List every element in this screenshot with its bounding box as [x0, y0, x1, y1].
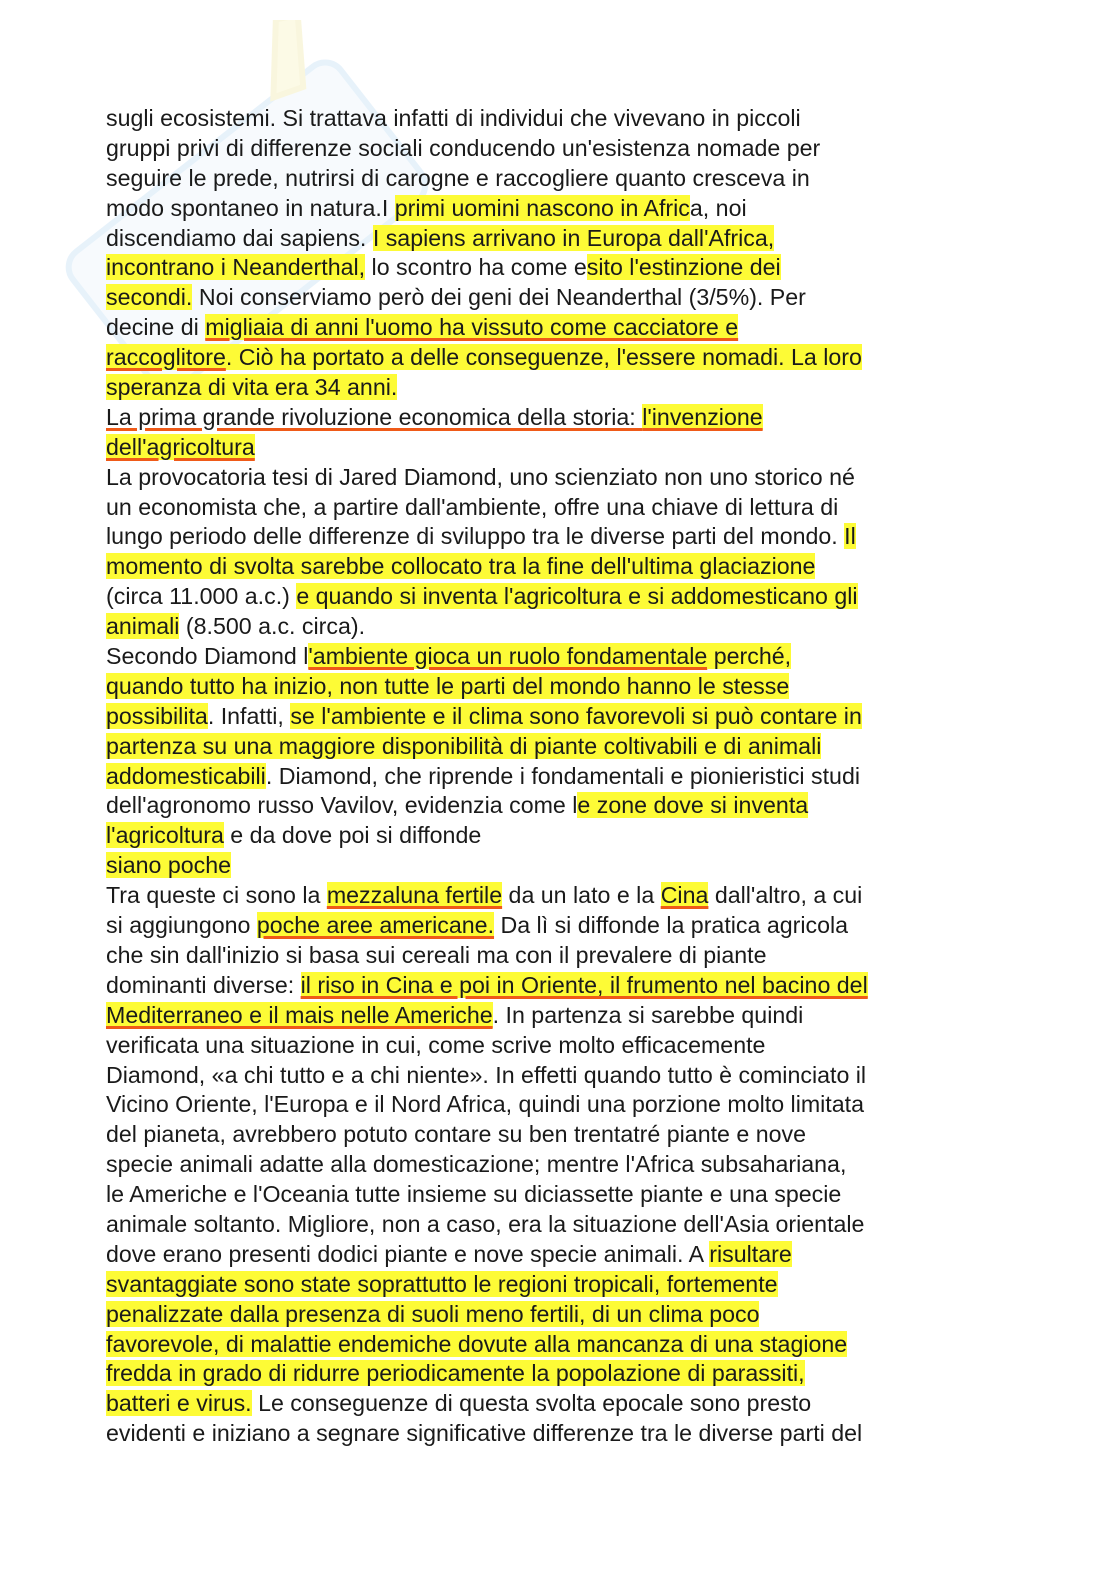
highlighted-text: . Ciò ha portato a delle conseguenze, l'essere nomadi. La loro — [225, 344, 862, 371]
highlighted-text: migliaia di anni l'uomo ha vissuto come cacciatore e — [205, 314, 739, 341]
text-segment: Noi conserviamo però dei geni dei Neanderthal (3/5%). Per — [192, 284, 806, 311]
text-line — [106, 463, 1026, 493]
highlighted-text: poche aree americane. — [256, 912, 495, 939]
highlighted-text: Il — [844, 523, 856, 550]
text-segment: dall'altro, a cui — [708, 882, 863, 909]
text-segment: del pianeta, avrebbero potuto contare su ben trentatré piante e nove — [106, 1121, 806, 1148]
text-segment: (8.500 a.c. circa). — [179, 613, 366, 640]
text-line — [106, 881, 1026, 911]
highlighted-text: Cina — [660, 882, 709, 909]
text-segment: gruppi privi di differenze sociali conducendo un'esistenza nomade per — [106, 134, 821, 161]
text-segment: dell'agronomo russo Vavilov, evidenzia come l — [106, 792, 578, 819]
highlighted-text: perché, — [707, 643, 792, 670]
text-line — [106, 1031, 1026, 1061]
text-line — [106, 971, 1026, 1001]
text-line — [106, 134, 1026, 164]
text-segment: a, noi — [689, 194, 747, 221]
highlighted-text: secondi. — [106, 284, 193, 311]
text-line — [106, 911, 1026, 941]
text-segment: Le conseguenze di questa svolta epocale sono presto — [251, 1390, 812, 1417]
text-line — [106, 762, 1026, 792]
text-segment: (circa 11.000 a.c.) — [106, 583, 297, 610]
highlighted-text: fredda in grado di ridurre periodicamente la popolazione di parassiti, — [106, 1360, 805, 1387]
text-line — [106, 104, 1026, 134]
text-segment: decine di — [106, 314, 206, 341]
text-segment: un economista che, a partire dall'ambiente, offre una chiave di lettura di — [106, 493, 839, 520]
text-segment: . In partenza si sarebbe quindi — [492, 1001, 804, 1028]
text-line — [106, 1120, 1026, 1150]
text-segment: Diamond, «a chi tutto e a chi niente». In effetti quando tutto è cominciato il — [106, 1061, 867, 1088]
text-line — [106, 1330, 1026, 1360]
text-line — [106, 1210, 1026, 1240]
highlighted-text: se l'ambiente e il clima sono favorevoli si può contare in — [290, 702, 862, 729]
text-line — [106, 194, 1026, 224]
text-line — [106, 1270, 1026, 1300]
highlighted-text: speranza di vita era 34 anni. — [106, 374, 398, 401]
text-segment: le Americhe e l'Oceania tutte insieme su diciassette piante e una specie — [106, 1181, 842, 1208]
text-line — [106, 283, 1026, 313]
text-segment: Vicino Oriente, l'Europa e il Nord Africa, quindi una porzione molto limitata — [106, 1091, 864, 1118]
highlighted-text: l'agricoltura — [106, 822, 224, 849]
text-line — [106, 253, 1026, 283]
text-line — [106, 1240, 1026, 1270]
text-line — [106, 313, 1026, 343]
text-line — [106, 1001, 1026, 1031]
highlighted-text: batteri e virus. — [106, 1390, 252, 1417]
text-segment: Tra queste ci sono la — [106, 882, 327, 909]
text-segment: dove erano presenti dodici piante e nove specie animali. A — [106, 1240, 710, 1267]
highlighted-text: l'invenzione — [642, 403, 763, 430]
text-segment: verificata una situazione in cui, come scrive molto efficacemente — [106, 1031, 766, 1058]
text-segment: da un lato e la — [502, 882, 661, 909]
highlighted-text: favorevole, di malattie endemiche dovute alla mancanza di una stagione — [106, 1330, 848, 1357]
text-segment: che sin dall'inizio si basa sui cereali ma con il prevalere di piante — [106, 941, 767, 968]
text-segment: seguire le prede, nutrirsi di carogne e raccogliere quanto cresceva in — [106, 164, 810, 191]
text-segment: sugli ecosistemi. Si trattava infatti di individui che vivevano in piccoli — [106, 105, 801, 131]
text-line — [106, 1300, 1026, 1330]
highlighted-text: e zone dove si inventa — [577, 792, 809, 819]
text-segment: lo scontro ha come e — [365, 254, 587, 281]
highlighted-text: mezzaluna fertile — [326, 882, 503, 909]
highlighted-text: Mediterraneo e il mais nelle Americhe — [106, 1001, 493, 1028]
text-segment: lungo periodo delle differenze di sviluppo tra le diverse parti del mondo. — [106, 523, 845, 550]
text-segment: animale soltanto. Migliore, non a caso, era la situazione dell'Asia orientale — [106, 1210, 865, 1237]
text-segment: specie animali adatte alla domesticazione; mentre l'Africa subsahariana, — [106, 1151, 847, 1178]
text-line — [106, 224, 1026, 254]
highlighted-text: incontrano i Neanderthal, — [106, 254, 366, 281]
text-segment: si aggiungono — [106, 912, 257, 939]
text-line — [106, 791, 1026, 821]
highlighted-text: risultare — [709, 1240, 792, 1267]
highlighted-text: I sapiens arrivano in Europa dall'Africa, — [372, 224, 775, 251]
text-segment: La provocatoria tesi di Jared Diamond, uno scienziato non uno storico né — [106, 463, 855, 490]
text-segment: . Infatti, — [207, 702, 291, 729]
highlighted-text: siano poche — [106, 852, 232, 879]
highlighted-text: primi uomini nascono in Afric — [394, 194, 690, 221]
text-line — [106, 582, 1026, 612]
highlighted-text: addomesticabili — [106, 762, 266, 789]
text-segment: dominanti diverse: — [106, 971, 301, 998]
text-segment: evidenti e iniziano a segnare significative differenze tra le diverse parti del — [106, 1420, 863, 1447]
text-segment: modo spontaneo in natura.I — [106, 194, 395, 221]
text-line — [106, 1180, 1026, 1210]
highlighted-text: partenza su una maggiore disponibilità di piante coltivabili e di animali — [106, 732, 822, 759]
highlighted-text: penalizzate dalla presenza di suoli meno fertili, di un clima poco — [106, 1300, 760, 1327]
text-line — [106, 672, 1026, 702]
text-line — [106, 164, 1026, 194]
highlighted-text: il riso in Cina e poi in Oriente, il frumento nel bacino del — [300, 971, 868, 998]
text-segment: discendiamo dai sapiens. — [106, 224, 373, 251]
highlighted-text: animali — [106, 613, 180, 640]
text-line — [106, 1090, 1026, 1120]
text-line — [106, 403, 1026, 433]
text-line — [106, 373, 1026, 403]
text-segment: La prima grande rivoluzione economica della storia: — [106, 403, 643, 430]
text-line — [106, 552, 1026, 582]
highlighted-text: e quando si inventa l'agricoltura e si addomesticano gli — [296, 583, 858, 610]
text-line — [106, 642, 1026, 672]
text-line — [106, 1419, 1026, 1449]
highlighted-text: sito l'estinzione dei — [586, 254, 781, 281]
text-line — [106, 433, 1026, 463]
text-line — [106, 941, 1026, 971]
text-line — [106, 1061, 1026, 1091]
highlighted-text: 'ambiente gioca un ruolo fondamentale — [308, 643, 708, 670]
highlighted-text: raccoglitore — [106, 344, 226, 371]
document-body — [106, 104, 1026, 1449]
text-line — [106, 1389, 1026, 1419]
text-segment: . Diamond, che riprende i fondamentali e pionieristici studi — [265, 762, 860, 789]
highlighted-text: possibilita — [106, 702, 208, 729]
highlighted-text: dell'agricoltura — [106, 433, 255, 460]
text-segment: Secondo Diamond l — [106, 643, 309, 670]
text-line — [106, 522, 1026, 552]
text-line — [106, 702, 1026, 732]
text-line — [106, 612, 1026, 642]
text-segment: Da lì si diffonde la pratica agricola — [494, 912, 849, 939]
text-line — [106, 851, 1026, 881]
highlighted-text: momento di svolta sarebbe collocato tra la fine dell'ultima glaciazione — [106, 553, 816, 580]
text-line — [106, 1150, 1026, 1180]
highlighted-text: svantaggiate sono state soprattutto le regioni tropicali, fortemente — [106, 1270, 778, 1297]
text-segment: e da dove poi si diffonde — [223, 822, 482, 849]
text-line — [106, 1359, 1026, 1389]
highlighted-text: quando tutto ha inizio, non tutte le parti del mondo hanno le stesse — [106, 672, 790, 699]
text-line — [106, 493, 1026, 523]
text-line — [106, 732, 1026, 762]
text-line — [106, 343, 1026, 373]
text-line — [106, 821, 1026, 851]
